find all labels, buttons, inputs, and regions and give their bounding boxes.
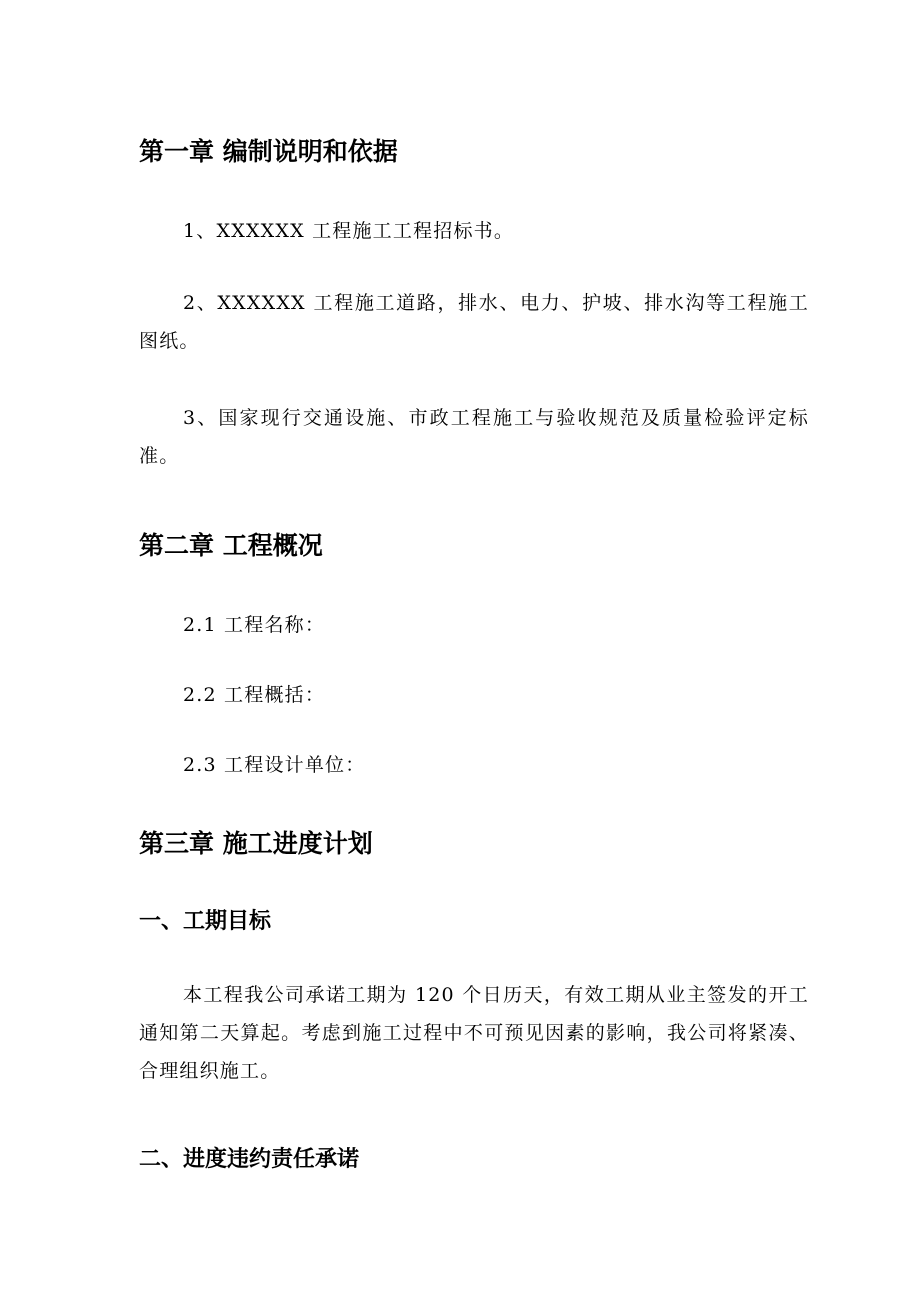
chapter-1-title: 第一章 编制说明和依据 xyxy=(139,137,398,166)
chapter-1-item-1: 1、XXXXXX 工程施工工程招标书。 xyxy=(183,220,515,242)
chapter-2-item-1: 2.1 工程名称： xyxy=(183,614,326,636)
chapter-2-title: 第二章 工程概况 xyxy=(139,531,323,560)
chapter-2-item-3: 2.3 工程设计单位： xyxy=(183,754,366,776)
chapter-2-item-2: 2.2 工程概括： xyxy=(183,684,326,706)
section-2-title: 二、进度违约责任承诺 xyxy=(139,1147,360,1172)
section-1-body: 本工程我公司承诺工期为 120 个日历天，有效工期从业主签发的开工通知第二天算起。考虑到施工过程中不可预见因素的影响，我公司将紧凑、合理组织施工。 xyxy=(139,984,809,1082)
chapter-1-item-3: 3、国家现行交通设施、市政工程施工与验收规范及质量检验评定标准。 xyxy=(139,407,809,467)
chapter-1-item-2: 2、XXXXXX 工程施工道路，排水、电力、护坡、排水沟等工程施工图纸。 xyxy=(139,292,809,352)
chapter-3-title: 第三章 施工进度计划 xyxy=(139,829,373,858)
section-1-title: 一、工期目标 xyxy=(139,909,272,934)
